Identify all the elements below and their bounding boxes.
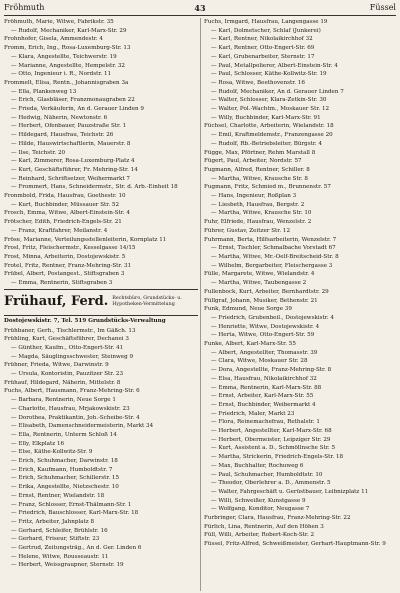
directory-entry: — Ilse, Teichstr. 20: [11, 149, 66, 156]
directory-entry: Fuchs, Albert, Hausmann, Franz-Mehring-Str. 6: [4, 388, 140, 395]
directory-entry: — Martha, Witwe, Mr.-Oelf-Breitscheid-Str. 8: [211, 253, 339, 260]
directory-entry: Fuhrmann, Berta, Hilfsarbeiterin, Wenzelstr. 7: [204, 236, 337, 243]
directory-entry: — Marianne, Angestellte, Hempelstr. 32: [11, 62, 125, 69]
directory-entry: — Kurt, Assistent a. D., Schmöllnsche Str. 5: [211, 445, 336, 452]
directory-entry: — Liesbeth, Hausfrau, Bergstr. 2: [211, 201, 305, 208]
directory-entry: — Erich, Glasbläser, Franzmonaugraben 22: [11, 97, 135, 104]
directory-entry: Frötscher, Edith, Friedrich-Engels-Str. 21: [4, 219, 122, 226]
directory-entry: — Willi, Schweißer, Kunstgasse 9: [211, 497, 306, 504]
directory-entry: — Karl, Dolmetscher, Schlaf (Junkerei): [211, 27, 321, 34]
directory-entry: — Theodor, Oberlehrer a. D., Ammenstr. 5: [211, 480, 331, 487]
left-column: [4, 18, 198, 592]
directory-entry: — Otto, Ingenieur i. R., Nordstr. 11: [11, 71, 112, 78]
directory-entry: — Emma, Rentnerin, Karl-Marx-Str. 88: [211, 384, 322, 391]
directory-entry: — Walter, Schlosser, Klara-Zetkin-Str. 30: [211, 97, 327, 104]
directory-entry: — Magda, Säuglingsschwester, Steinweg 9: [11, 353, 134, 360]
directory-entry: — Hans, Ingenieur, Roßplan 3: [211, 193, 297, 200]
header-rule: [4, 15, 396, 16]
directory-entry: — Clara, Witwe, Moskauer Str. 28: [211, 358, 308, 365]
directory-entry: — Karl, Rentner, Nikolaikirchhof 32: [211, 36, 313, 43]
directory-entry: — Rudolf, Rb.-Betriebsleiter, Bürgstr. 4: [211, 140, 323, 147]
right-entries: [204, 18, 398, 549]
directory-entry: — Albert, Angestellter, Thomasstr. 39: [211, 349, 318, 356]
directory-entry: Furbringer, Clara, Hausfrau, Franz-Mehring-Str. 22: [204, 515, 351, 522]
left-entries-top: [4, 18, 198, 288]
directory-entry: — Paul, Schlosser, Käthe-Kollwitz-Str. 19: [211, 71, 327, 78]
directory-entry: — Kurt, Geschäftsführer, Fr. Mehring-Str. 14: [11, 166, 138, 173]
directory-entry: — Herta, Witwe, Otto-Engert-Str. 59: [211, 332, 315, 339]
directory-entry: Füllgraf, Johann, Musiker, Bethenstr. 21: [204, 297, 318, 304]
directory-entry: — Ernst, Tischler, Schmalbache Vorstadt 67: [211, 245, 336, 252]
directory-entry: — Emil, Kraftmeldemstr., Franzengasse 20: [211, 132, 333, 139]
directory-entry: — Paul, Metallpolierer, Albert-Einstein-Str. 4: [211, 62, 338, 69]
directory-entry: Frosch, Emma, Witwe, Albert-Einstein-Str. 4: [4, 210, 130, 217]
directory-entry: Frost, Minna, Arbeiterin, Dostojewskistr. 5: [4, 253, 126, 260]
ad-address: Dostojewskistr. 7, Tel. 519 Grundstücks-Verwaltung: [4, 317, 166, 324]
directory-entry: — Hedwig, Näherin, Newtonstr. 6: [11, 114, 108, 121]
directory-entry: — Gerhard, Friseur, Stiftstr. 23: [11, 536, 100, 543]
directory-entry: — Wolfgang, Konditor, Neugasse 7: [211, 506, 310, 513]
directory-entry: — Dora, Angestellte, Franz-Mehring-Str. 8: [211, 367, 332, 374]
directory-entry: Fugmann, Alfred, Rentner, Schiller. 8: [204, 166, 310, 173]
column-divider: [200, 18, 201, 591]
ad-line-2: Hypotheken-Vermittelung: [112, 302, 175, 308]
directory-entry: — Ernst, Arbeiter, Karl-Marx-Str. 55: [211, 393, 314, 400]
directory-entry: — Hildegard, Hausfrau, Teichstr. 26: [11, 132, 114, 139]
directory-entry: — Hilde, Hauswirtschaftlerin, Mauerstr. 8: [11, 140, 131, 147]
directory-entry: — Martha, Witwe, Krausche Str. 10: [211, 210, 312, 217]
header-left-keyword: Fröhmuth: [4, 3, 45, 12]
directory-entry: Fröhmuth, Marie, Witwe, Fabrikstr. 35: [4, 19, 114, 25]
directory-entry: — Elsa, Hausfrau, Nikolaikirchhof 32: [211, 375, 317, 382]
directory-entry: Funke, Albert, Karl-Marx-Str. 55: [204, 341, 296, 348]
directory-entry: Fuhr, Elfriede, Hausfrau, Wenzelstr. 2: [204, 219, 312, 226]
left-entries-bottom: [4, 327, 198, 571]
directory-entry: — Martha, Witwe, Taubengasse 2: [211, 280, 307, 287]
directory-entry: — Ella, Plankenweg 13: [11, 88, 77, 95]
directory-entry: — Walter, Pol.-Wachtm., Moskauer Str. 12: [211, 106, 330, 113]
directory-entry: Fugmann, Fritz, Schmied m., Brunnenstr. 57: [204, 184, 331, 191]
directory-entry: — Ernst, Rentner, Wielandstr. 18: [11, 492, 105, 499]
directory-entry: — Martha, Witwe, Krausche Str. 8: [211, 175, 308, 182]
directory-entry: — Ella, Rentnerin, Unterm Schloß 14: [11, 431, 117, 438]
directory-entry: — Walter, Fahrgeschäft u. Gerüstbauer, Leibnizplatz 11: [211, 488, 369, 495]
directory-entry: Frühner, Frieda, Witwe, Darwinstr. 9: [4, 362, 109, 369]
directory-entry: — Frommert, Hans, Schneidermstr., Str. d. Arb.-Einheit 18: [11, 184, 178, 191]
directory-entry: — Martha, Strickerin, Friedrich-Engels-Str. 18: [211, 454, 344, 461]
page-number: 43: [194, 3, 206, 13]
directory-entry: — Franz, Kraftfahrer, Meilanstr. 4: [11, 227, 108, 234]
ad-line-1: Rechtsbüro, Grundstücks- u.: [112, 296, 182, 302]
directory-entry: — Friedrich, Bauschlosser, Karl-Marx-Str. 18: [11, 510, 139, 517]
directory-entry: — Herbert, Obermeister, Leipziger Str. 29: [211, 436, 331, 443]
directory-entry: — Friedrich, Grubenbeil., Dostojewskistr. 4: [211, 314, 334, 321]
directory-entry: — Erika, Angestellte, Nietzschestr. 10: [11, 484, 119, 491]
directory-entry: — Wilhelm, Bergarbeiter, Fleischergasse 3: [211, 262, 333, 269]
directory-entry: — Gertrud, Zeitungsträg., An d. Ger. Linden 6: [11, 545, 142, 552]
directory-entry: — Herbert, Weissgraupner, Sternstr. 19: [11, 562, 124, 569]
directory-entry: Fullenbock, Kurt, Arbeiter, Bernhardtstr. 29: [204, 288, 329, 295]
directory-entry: Frühauf, Hildegard, Näherin, Mittelstr. 8: [4, 379, 121, 386]
directory-entry: — Willy, Buchbinder, Karl-Marx-Str. 91: [211, 114, 321, 121]
directory-entry: — Karl, Zimmerer, Rosa-Luxemburg-Platz 4: [11, 158, 135, 165]
directory-entry: — Flora, Reinemachefrau, Rethalstr. 1: [211, 419, 320, 426]
directory-entry: — Emma, Rentnerin, Stiftsgraben 3: [11, 280, 113, 287]
directory-entry: Frommelt, Elisa, Rentn., Johannisgraben 3a: [4, 79, 129, 86]
advertisement-box: [4, 289, 198, 316]
directory-entry: — Ernst, Buchbinder, Weibermarkt 4: [211, 401, 316, 408]
directory-entry: Frosl, Fritz, Fleischermstr., Kesselgasse 14/15: [4, 245, 136, 252]
directory-entry: — Max, Buchhalter, Rochuweg 6: [211, 462, 304, 469]
directory-entry: — Karl, Grubenarbeiter, Sternstr. 17: [211, 53, 315, 60]
directory-entry: Führer, Gustav, Zeitzer Str. 12: [204, 227, 291, 234]
directory-entry: Fronmbold, Frida, Hausfrau, Goethestr. 10: [4, 193, 126, 200]
directory-entry: — Friedrich, Maler, Markt 23: [211, 410, 295, 417]
directory-entry: — Kurt, Buchbinder, Müssauer Str. 52: [11, 201, 120, 208]
directory-entry: Funk, Edmund, Neue Sorge 39: [204, 306, 292, 313]
directory-entry: — Klara, Angestellte, Teichwerstr. 19: [11, 53, 117, 60]
directory-entry: — Rudolf, Mechaniker, Karl-Marx-Str. 29: [11, 27, 127, 34]
directory-entry: Fröse, Marianne, Verteilungsstellenleiterin, Kornplatz 11: [4, 236, 167, 243]
directory-entry: Frotel, Fritz, Rentner, Franz-Mehring-Str. 31: [4, 262, 132, 269]
directory-entry: Függe, Max, Pförtner, Rehm Marstall 8: [204, 149, 316, 156]
directory-entry: — Erich, Kaufmann, Humboldtstr. 7: [11, 466, 113, 473]
directory-entry: — Erich, Schuhmacher, Darwinstr. 18: [11, 458, 118, 465]
directory-entry: Fuchs, Irmgard, Hausfrau, Langengasse 19: [204, 19, 328, 25]
directory-entry: — Dorothea, Praktikantin, Joh.-Scheibe-Str. 4: [11, 414, 140, 421]
ad-name: Frühauf, Ferd.: [4, 294, 109, 310]
directory-entry: Frohnhofer, Gisela, Ammendestr. 4: [4, 36, 103, 43]
directory-entry: — Rudolf, Mechaniker, An d. Gerauer Linden 7: [211, 88, 344, 95]
directory-entry: — Helene, Witwe, Rousseaustr. 11: [11, 553, 109, 560]
directory-entry: Füssel, Fritz-Alfred, Schweißmeister, Gerhart-Hauptmann-Str. 9: [204, 541, 386, 548]
directory-entry: — Erich, Schuhmacher, Schillerstr. 15: [11, 475, 120, 482]
right-column: [204, 18, 398, 592]
directory-entry: — Henriette, Witwe, Dostojewskistr. 4: [211, 323, 320, 330]
directory-entry: — Herbert, Angestellter, Karl-Marx-Str. 68: [211, 428, 332, 435]
header-right-keyword: Füssel: [369, 3, 396, 12]
ad-services: [112, 296, 182, 308]
directory-entry: — Frieda, Verkäuferin, An d. Gerauer Linden 9: [11, 106, 144, 113]
directory-entry: Frühbaner, Gerh., Tischlermstr., Im Gäßch. 13: [4, 327, 136, 334]
directory-entry: — Fritz, Arbeiter, Jahnplatz 8: [11, 518, 95, 525]
directory-entry: Fülle, Margarete, Witwe, Wielandstr. 4: [204, 271, 315, 278]
directory-entry: — Else, Käthe-Kollwitz-Str. 9: [11, 449, 93, 456]
directory-entry: — Barbara, Rentnerin, Neue Sorge 1: [11, 397, 116, 404]
directory-entry: — Ursula, Kontoristin, Pauzitzer Str. 23: [11, 371, 124, 378]
directory-entry: — Charlotte, Hausfrau, Mrjakowskistr. 23: [11, 405, 130, 412]
directory-entry: — Reinhard, Schriftsetzer, Weihermarkt 7: [11, 175, 130, 182]
directory-entry: — Elisabeth, Damenschneidermeisterin, Markt 34: [11, 423, 154, 430]
directory-entry: Frübel, Albert, Postangest., Stiftsgraben 3: [4, 271, 125, 278]
directory-entry: — Franz, Schlosser, Ernst-Thälmann-Str. 1: [11, 501, 132, 508]
directory-entry: — Herbert, Ofenbauer, Pauzstraße Str. 1: [11, 123, 127, 130]
page-header: [4, 2, 396, 14]
directory-entry: Frühling, Kurt, Geschäftsführer, Dechanei 3: [4, 336, 129, 343]
directory-entry: — Rosa, Witwe, Beethovenstr. 16: [211, 79, 305, 86]
directory-entry: — Gerhard, Schleifer, Brühlstr. 16: [11, 527, 108, 534]
directory-entry: — Elly, Elkplatz 16: [11, 440, 65, 447]
directory-entry: Fromm, Erich, Ing., Rosa-Luxemburg-Str. 13: [4, 45, 131, 52]
directory-entry: — Karl, Rentner, Otto-Engert-Str. 69: [211, 45, 315, 52]
directory-entry: — Günther, Kaufm., Otto-Engert-Str. 41: [11, 344, 124, 351]
directory-entry: Füll, Willi, Arbeiter, Robert-Koch-Str. 2: [204, 532, 315, 539]
directory-entry: — Paul, Schuhmacher, Humboldtstr. 10: [211, 471, 323, 478]
directory-entry: Füchsel, Charlotte, Arbeiterin, Wielandstr. 18: [204, 123, 334, 130]
directory-entry: Fürlich, Lina, Rentnerin, Auf den Höhen 3: [204, 523, 324, 530]
directory-entry: Fügert, Paul, Arbeiter, Nordstr. 57: [204, 158, 302, 165]
